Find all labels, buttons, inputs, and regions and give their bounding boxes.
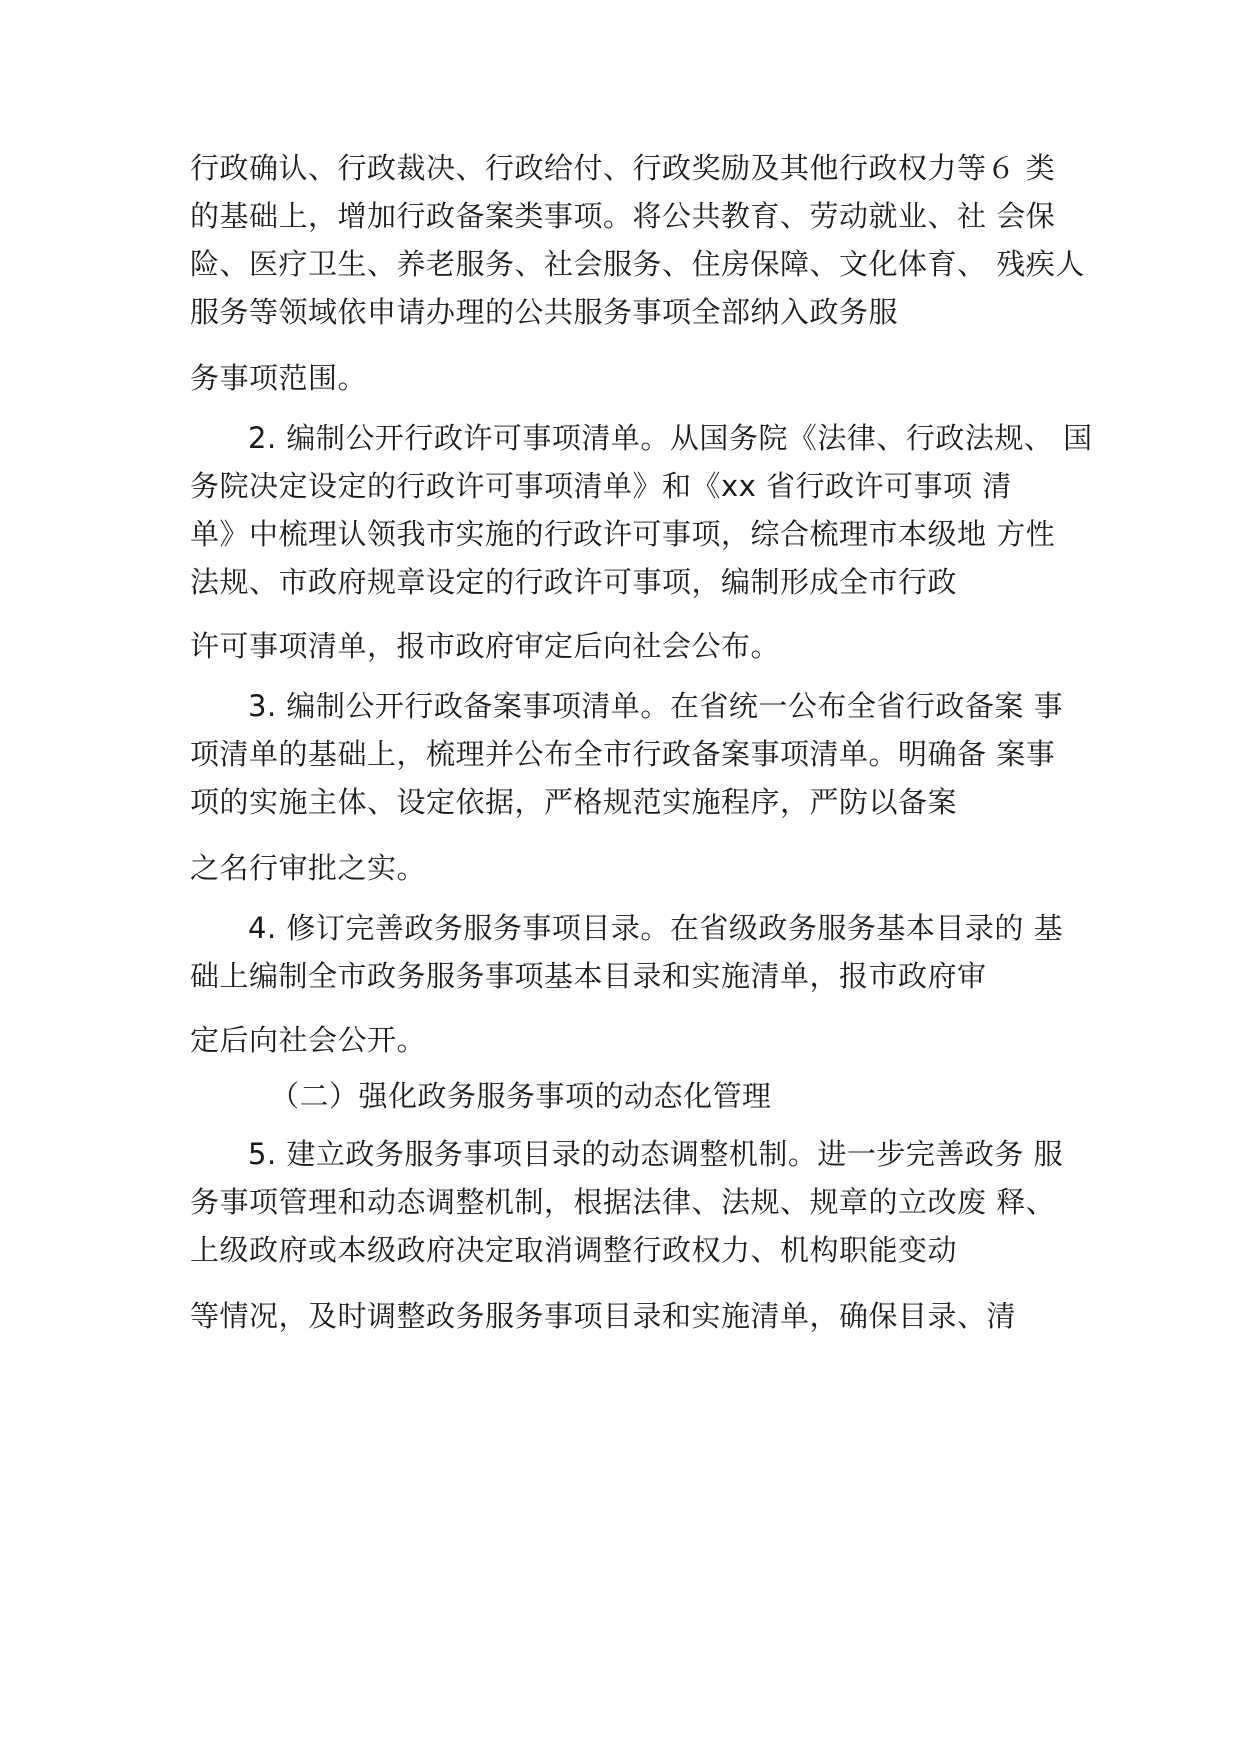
text-line: 务事项范围。 (190, 361, 368, 395)
text-line: 项清单的基础上，梳理并公布全市行政备案事项清单。明确备 案事 (190, 737, 1056, 771)
text-line: 单》中梳理认领我市实施的行政许可事项，综合梳理市本级地 方性 (190, 517, 1056, 551)
text-line: 之名行审批之实。 (190, 851, 427, 885)
text-line: 行政确认、行政裁决、行政给付、行政奖励及其他行政权力等６ 类 (190, 151, 1056, 185)
section-heading: （二）强化政务服务事项的动态化管理 (270, 1079, 772, 1113)
text-line: 务院决定设定的行政许可事项清单》和《xx 省行政许可事项 清 (190, 469, 1012, 503)
text-line: 等情况，及时调整政务服务事项目录和实施清单，确保目录、清 (190, 1299, 1017, 1333)
text-line: 上级政府或本级政府决定取消调整行政权力、机构职能变动 (190, 1233, 958, 1267)
text-line: 础上编制全市政务服务事项基本目录和实施清单，报市政府审 (190, 959, 987, 993)
text-line: 险、医疗卫生、养老服务、社会服务、住房保障、文化体育、 残疾人 (190, 247, 1085, 281)
text-line: 的基础上，增加行政备案类事项。将公共教育、劳动就业、社 会保 (190, 199, 1056, 233)
text-line: 务事项管理和动态调整机制，根据法律、法规、规章的立改废 释、 (190, 1185, 1056, 1219)
text-line: 定后向社会公开。 (190, 1023, 427, 1057)
paragraph-heading: 3. 编制公开行政备案事项清单。在省统一公布全省行政备案 事 (248, 689, 1064, 723)
text-line: 项的实施主体、设定依据，严格规范实施程序，严防以备案 (190, 785, 958, 819)
text-line: 许可事项清单，报市政府审定后向社会公布。 (190, 629, 781, 663)
text-line: 服务等领域依申请办理的公共服务事项全部纳入政务服 (190, 295, 899, 329)
paragraph-heading: 4. 修订完善政务服务事项目录。在省级政务服务基本目录的 基 (248, 911, 1064, 945)
paragraph-heading: 2. 编制公开行政许可事项清单。从国务院《法律、行政法规、 国 (248, 421, 1093, 455)
paragraph-heading: 5. 建立政务服务事项目录的动态调整机制。进一步完善政务 服 (248, 1137, 1064, 1171)
text-line: 法规、市政府规章设定的行政许可事项，编制形成全市行政 (190, 565, 958, 599)
